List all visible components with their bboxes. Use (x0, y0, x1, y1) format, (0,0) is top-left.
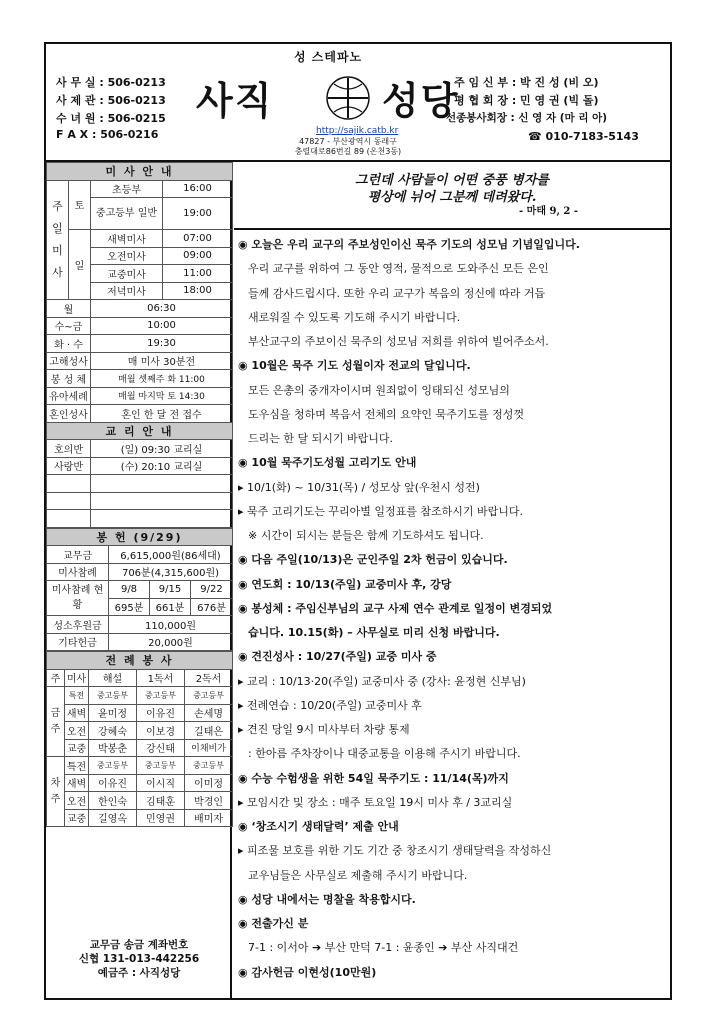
altar-cell: 배미자 (185, 809, 233, 827)
notice-heading: ◉ 수능 수험생을 위한 54일 묵주기도 : 11/14(목)까지 (238, 771, 509, 785)
altar-cell: 김태훈 (137, 792, 185, 810)
altar-service-table (46, 651, 233, 827)
altar-cell: 손세명 (185, 704, 233, 722)
contact-phone: ☎ 010-7183-5143 (528, 130, 639, 143)
weekday-time: 19:30 (91, 335, 233, 353)
scripture-quote (256, 172, 648, 218)
attendance-date: 9/8 (109, 581, 150, 599)
offering-name: 기타헌금 (47, 633, 109, 651)
altar-head: 미사 (65, 669, 89, 687)
empty-cell (91, 510, 233, 528)
sacrament-info: 매 미사 30분전 (91, 352, 233, 370)
altar-cell: 오전 (65, 722, 89, 740)
saturday-label: 토 (69, 180, 91, 230)
altar-cell: 중고등부 (185, 687, 233, 705)
header (46, 44, 670, 162)
rectory-phone: 사 제 관 : 506-0213 (56, 94, 166, 107)
notice-line: ▸ 묵주 고리기도는 꾸리아별 일정표를 참조하시기 바랍니다. (238, 504, 524, 518)
notice-heading: ◉ 전출가신 분 (238, 917, 309, 930)
attendance-label: 미사참례 현황 (47, 581, 109, 616)
notice-heading: ◉ 봉성체 : 주임신부님의 교구 사제 연수 관계로 일정이 변경되었 (238, 601, 553, 615)
bank-account-info (46, 938, 232, 980)
mass-name: 오전미사 (91, 247, 163, 265)
convent-phone: 수 녀 원 : 506-0215 (56, 112, 166, 125)
address (258, 137, 438, 157)
notice-line: 부산교구의 주보이신 묵주의 성모님 저희를 위하여 빌어주소서. (248, 335, 549, 348)
mass-time: 18:00 (163, 282, 233, 300)
class-info: (수) 20:10 교리실 (91, 457, 233, 475)
bank-title: 교무금 송금 계좌번호 (89, 939, 189, 951)
notice-heading: ◉ 오늘은 우리 교구의 주보성인이신 묵주 기도의 성모님 기념일입니다. (238, 238, 580, 251)
altar-cell: 박경인 (185, 792, 233, 810)
mass-name: 교중미사 (91, 265, 163, 283)
altar-cell: 강혜숙 (89, 722, 137, 740)
sacrament-label: 고해성사 (47, 352, 91, 370)
sunday-label: 일 (69, 230, 91, 300)
notice-line: : 한아름 주차장이나 대중교통을 이용해 주시기 바랍니다. (248, 747, 521, 761)
notice-line: ▸ 피조물 보호를 위한 기도 기간 중 창조시기 생태달력을 작성하신 (238, 844, 552, 858)
altar-head: 해설 (89, 669, 137, 687)
altar-cell: 중고등부 (137, 757, 185, 775)
altar-cell: 교중 (65, 809, 89, 827)
notice-line: 모든 은총의 중개자이시며 원죄없이 잉태되신 성모님의 (248, 383, 510, 397)
sacrament-info: 매월 마지막 토 14:30 (91, 387, 233, 405)
mass-time: 19:00 (163, 198, 233, 230)
notice-heading: ◉ 감사헌금 이현성(10만원) (238, 965, 377, 979)
title-right: 성당 (382, 79, 460, 123)
notice-line: 교우님들은 사무실로 제출해 주시기 바랍니다. (248, 868, 468, 882)
offering-name: 성소후원금 (47, 616, 109, 634)
offering-value: 20,000원 (109, 633, 233, 651)
altar-section-title: 전 례 봉 사 (47, 652, 233, 670)
notice-line: ▸ 교리 : 10/13·20(주일) 교중미사 중 (강사: 윤정현 신부님) (238, 674, 526, 688)
notice-line: ▸ 10/1(화) ~ 10/31(목) / 성모상 앞(우천시 성전) (238, 480, 480, 494)
notice-heading: ◉ 10월은 묵주 기도 성월이자 전교의 달입니다. (238, 359, 471, 373)
altar-cell: 새벽 (65, 774, 89, 792)
empty-cell (47, 475, 91, 493)
sacrament-info: 혼인 한 달 전 접수 (91, 405, 233, 423)
altar-cell: 새벽 (65, 704, 89, 722)
altar-cell: 교중 (65, 739, 89, 757)
council-info: 평 협 회 장 : 민 영 권 (빅 돌) (454, 94, 599, 107)
website-link[interactable]: http://sajik.catb.kr (316, 126, 399, 136)
notice-line: 들께 감사드립시다. 또한 우리 교구가 복음의 정신에 따라 거듭 (248, 286, 546, 300)
attendance-count: 695분 (109, 598, 150, 616)
quote-line-1: 그런데 사람들이 어떤 중풍 병자를 (355, 173, 549, 188)
notice-line: 드리는 한 달 되시기 바랍니다. (248, 432, 393, 445)
mass-schedule-table (46, 162, 233, 528)
quote-line-2: 평상에 뉘어 그분께 데려왔다. (367, 190, 537, 205)
altar-cell: 윤미정 (89, 704, 137, 722)
altar-cell: 중고등부 (89, 687, 137, 705)
altar-cell: 중고등부 (137, 687, 185, 705)
notice-line: ▸ 모임시간 및 장소 : 매주 토요일 19시 미사 후 / 3교리실 (238, 795, 513, 809)
notice-line: 도우심을 청하며 복음서 전체의 요약인 묵주기도를 정성껏 (248, 407, 525, 421)
parish-name: 성 스테파노 (294, 50, 363, 64)
altar-cell: 민영권 (137, 809, 185, 827)
altar-head: 1독서 (137, 669, 185, 687)
altar-cell: 이유진 (89, 774, 137, 792)
altar-cell: 이채비가 (185, 739, 233, 757)
mass-time: 07:00 (163, 230, 233, 248)
notice-heading: 습니다. 10.15(화) – 사무실로 미리 신청 바랍니다. (248, 626, 500, 639)
weekday-time: 10:00 (91, 317, 233, 335)
weekday-time: 06:30 (91, 300, 233, 318)
mass-name: 초등부 (91, 180, 163, 198)
sunday-mass-label: 주일미사 (47, 180, 69, 300)
altar-cell: 한인숙 (89, 792, 137, 810)
offering-name: 미사참례 (47, 563, 109, 581)
notice-heading: ◉ ‘창조시기 생태달력’ 제출 안내 (238, 820, 399, 833)
altar-cell: 박봉춘 (89, 739, 137, 757)
notice-heading: ◉ 성당 내에서는 명찰을 착용합시다. (238, 892, 416, 906)
class-name: 사랑반 (47, 457, 91, 475)
altar-cell: 강신태 (137, 739, 185, 757)
sacrament-label: 혼인성사 (47, 405, 91, 423)
quote-reference: - 마태 9, 2 - (519, 206, 578, 217)
weekday-label: 화 · 수 (47, 335, 91, 353)
altar-cell: 중고등부 (89, 757, 137, 775)
mass-name: 새벽미사 (91, 230, 163, 248)
pastor-info: 주 임 신 부 : 박 진 성 (비 오) (454, 76, 599, 89)
notice-line: 새로워질 수 있도록 기도해 주시기 바랍니다. (248, 310, 461, 324)
offering-name: 교무금 (47, 546, 109, 564)
attendance-date: 9/15 (150, 581, 191, 599)
mass-time: 09:00 (163, 247, 233, 265)
bulletin-frame (44, 42, 672, 1000)
altar-cell: 특전 (65, 687, 89, 705)
class-section-title: 교 리 안 내 (47, 422, 233, 440)
altar-head: 주 (47, 669, 65, 687)
empty-cell (91, 492, 233, 510)
sacrament-info: 매월 셋째주 화 11:00 (91, 370, 233, 388)
offering-section-title: 봉 헌 (9/29) (47, 528, 233, 546)
notice-line: ▸ 견진 당일 9시 미사부터 차량 통제 (238, 723, 410, 736)
left-column (46, 162, 232, 1000)
divider (234, 228, 670, 230)
notice-line: ※ 시간이 되시는 분들은 함께 기도하셔도 됩니다. (248, 529, 484, 542)
next-week-label: 차주 (47, 757, 65, 827)
weekday-label: 월 (47, 300, 91, 318)
attendance-count: 661분 (150, 598, 191, 616)
mass-section-title: 미 사 안 내 (47, 163, 233, 181)
altar-cell: 이유진 (137, 704, 185, 722)
notice-line: 우리 교구를 위하여 그 동안 영적, 물적으로 도와주신 모든 은인 (248, 262, 549, 276)
title-left: 사직 (196, 79, 274, 123)
office-phone: 사 무 실 : 506-0213 (56, 76, 166, 89)
address-line-1: 47827 - 부산광역시 동래구 (299, 137, 397, 146)
attendance-count: 676분 (191, 598, 233, 616)
empty-cell (47, 510, 91, 528)
notice-line: 7-1 : 이서아 ➔ 부산 만덕 7-1 : 윤종인 ➔ 부산 사직대건 (248, 941, 519, 955)
altar-cell: 오전 (65, 792, 89, 810)
offering-value: 6,615,000원(86세대) (109, 546, 233, 564)
altar-head: 2독서 (185, 669, 233, 687)
mass-name: 저녁미사 (91, 282, 163, 300)
empty-cell (47, 492, 91, 510)
altar-cell: 길영옥 (89, 809, 137, 827)
offering-table (46, 528, 233, 652)
altar-cell: 이보경 (137, 722, 185, 740)
class-name: 호의반 (47, 440, 91, 458)
notice-heading: ◉ 다음 주일(10/13)은 군인주일 2차 헌금이 있습니다. (238, 553, 508, 567)
notice-heading: ◉ 견진성사 : 10/27(주일) 교중 미사 중 (238, 650, 437, 664)
notice-line: ▸ 전례연습 : 10/20(주일) 교중미사 후 (238, 698, 422, 712)
sacrament-label: 유아세례 (47, 387, 91, 405)
mass-time: 11:00 (163, 265, 233, 283)
altar-cell: 이미정 (185, 774, 233, 792)
altar-cell: 중고등부 (185, 757, 233, 775)
notice-heading: ◉ 10월 묵주기도성월 고리기도 안내 (238, 456, 417, 470)
empty-cell (91, 475, 233, 493)
address-line-2: 충렬대로86번길 89 (온천3동) (294, 147, 402, 156)
notice-heading: ◉ 연도회 : 10/13(주일) 교중미사 후, 강당 (238, 577, 452, 591)
fax-number: F A X : 506-0216 (56, 128, 159, 141)
parish-cross-logo-icon (324, 74, 372, 122)
mission-info: 선종봉사회장 : 신 영 자 (마 리 아) (446, 112, 608, 124)
mass-name: 중고등부 일반 (91, 198, 163, 230)
altar-cell: 길태은 (185, 722, 233, 740)
weekday-label: 수~금 (47, 317, 91, 335)
this-week-label: 금주 (47, 687, 65, 757)
class-info: (일) 09:30 교리실 (91, 440, 233, 458)
offering-value: 110,000원 (109, 616, 233, 634)
sacrament-label: 봉 성 체 (47, 370, 91, 388)
bank-holder: 예금주 : 사직성당 (97, 967, 181, 979)
notices-column (234, 162, 670, 1000)
altar-cell: 이시직 (137, 774, 185, 792)
bank-account: 신협 131-013-442256 (78, 953, 200, 965)
mass-time: 16:00 (163, 180, 233, 198)
altar-cell: 특전 (65, 757, 89, 775)
attendance-date: 9/22 (191, 581, 233, 599)
offering-value: 706분(4,315,600원) (109, 563, 233, 581)
